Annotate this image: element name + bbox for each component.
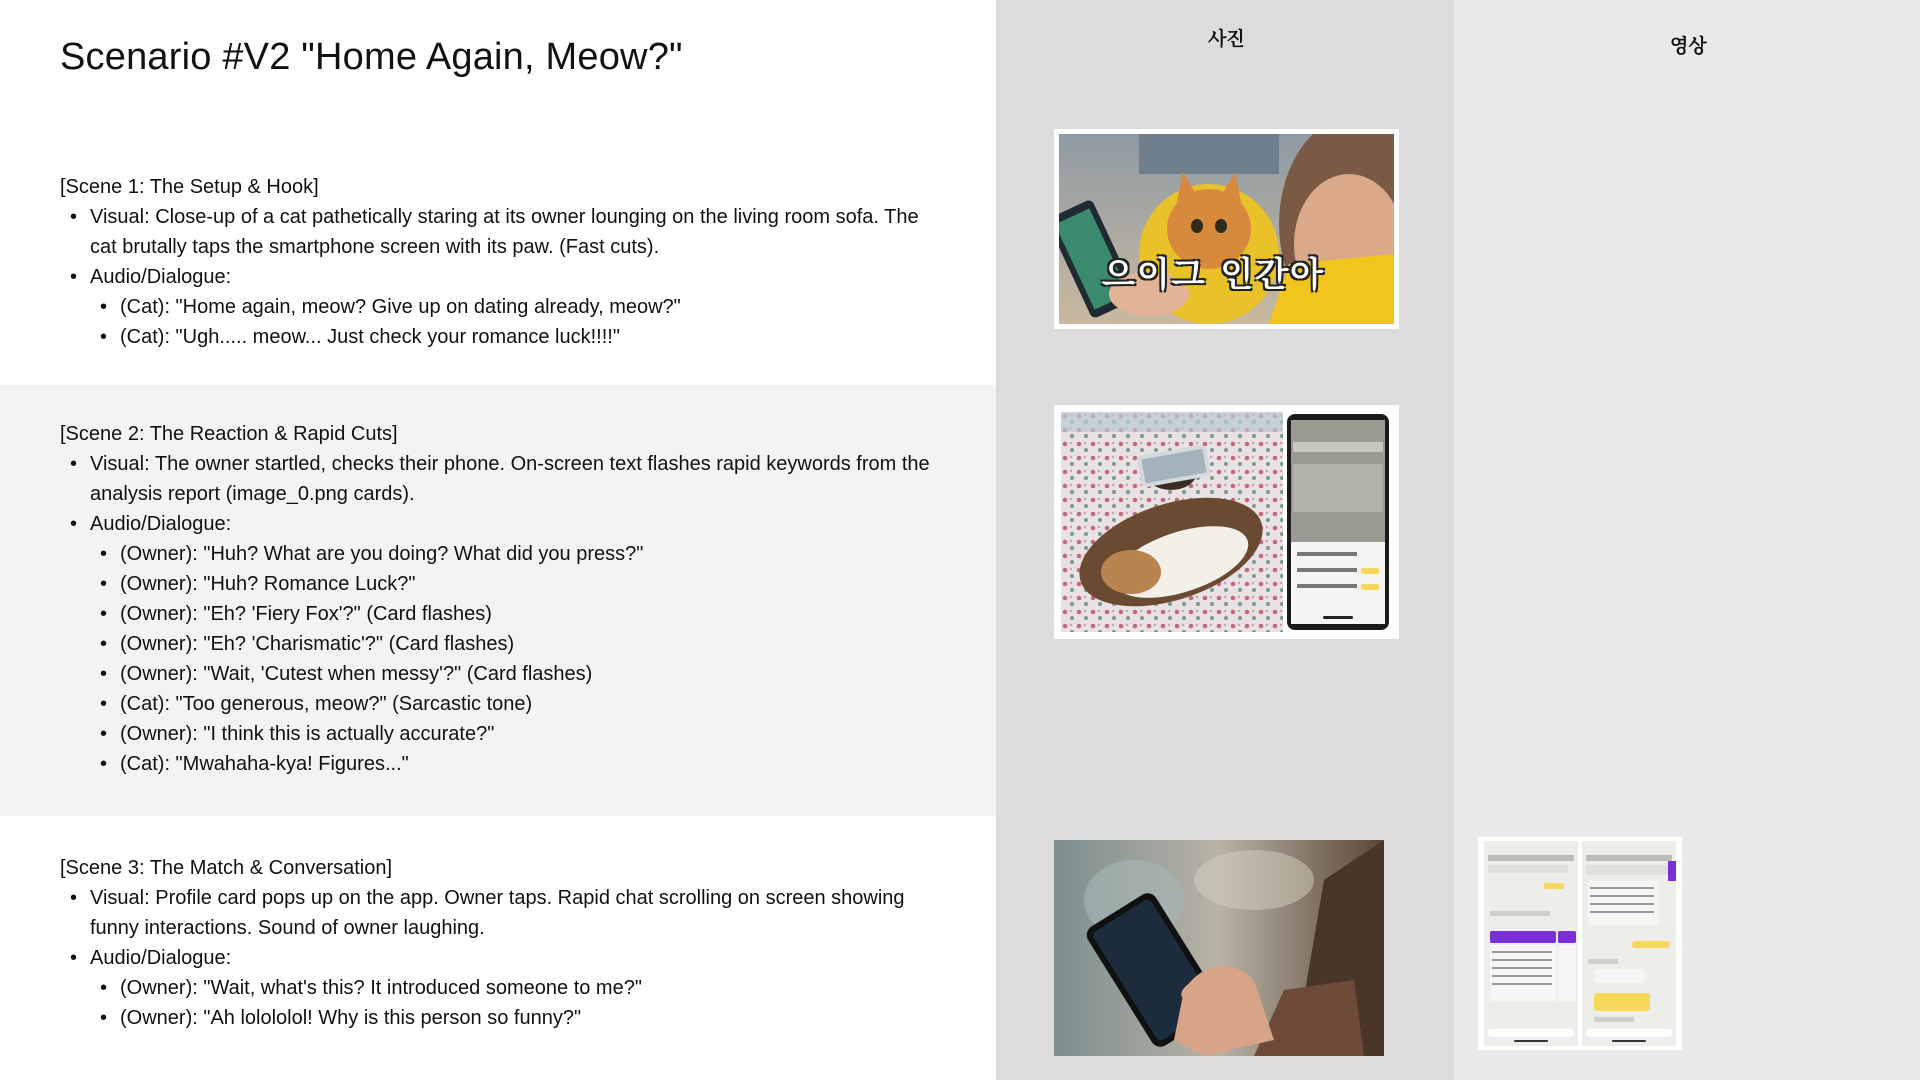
dialogue-line: • (Owner): "Huh? Romance Luck?" bbox=[60, 569, 940, 599]
scene-3-video[interactable] bbox=[1478, 837, 1682, 1050]
visual-description: • Visual: Close-up of a cat pathetically staring at its owner lounging on the living room sofa. The cat brutally taps the smartphone screen with its paw. (Fast cuts). bbox=[60, 202, 940, 262]
scene-3-photo[interactable] bbox=[1054, 840, 1384, 1056]
dialogue-line: • (Owner): "Eh? 'Fiery Fox'?" (Card flashes) bbox=[60, 599, 940, 629]
audio-label: • Audio/Dialogue: bbox=[60, 943, 940, 973]
audio-label: • Audio/Dialogue: bbox=[60, 509, 940, 539]
scene-1 bbox=[60, 172, 940, 352]
photo-column-header: 사진 bbox=[1208, 28, 1245, 50]
hand-phone-image bbox=[1054, 840, 1384, 1056]
dialogue-line: • (Cat): "Too generous, meow?" (Sarcastic tone) bbox=[60, 689, 940, 719]
dialogue-line: • (Cat): "Home again, meow? Give up on dating already, meow?" bbox=[60, 292, 940, 322]
dialogue-line: • (Cat): "Ugh..... meow... Just check your romance luck!!!!" bbox=[60, 322, 940, 352]
scene-1-photo[interactable] bbox=[1054, 129, 1399, 329]
dialogue-line: • (Owner): "Ah lolololol! Why is this person so funny?" bbox=[60, 1003, 940, 1033]
visual-description: • Visual: The owner startled, checks their phone. On-screen text flashes rapid keywords from the analysis report (image_0.png cards). bbox=[60, 449, 940, 509]
video-column-header: 영상 bbox=[1670, 35, 1707, 57]
scene-3 bbox=[60, 853, 940, 1033]
page-title: Scenario #V2 "Home Again, Meow?" bbox=[60, 36, 683, 78]
audio-label: • Audio/Dialogue: bbox=[60, 262, 940, 292]
dialogue-line: • (Cat): "Mwahaha-kya! Figures..." bbox=[60, 749, 940, 779]
scene-heading: [Scene 1: The Setup & Hook] bbox=[60, 176, 319, 198]
scene-heading: [Scene 3: The Match & Conversation] bbox=[60, 857, 393, 879]
cat-bed-phone-image bbox=[1061, 412, 1392, 632]
dialogue-line: • (Owner): "Huh? What are you doing? What did you press?" bbox=[60, 539, 940, 569]
chat-screens-image bbox=[1482, 841, 1678, 1046]
dialogue-line: • (Owner): "Eh? 'Charismatic'?" (Card flashes) bbox=[60, 629, 940, 659]
dialogue-line: • (Owner): "Wait, 'Cutest when messy'?" (Card flashes) bbox=[60, 659, 940, 689]
scene-2-photo[interactable] bbox=[1054, 405, 1399, 639]
scene-heading: [Scene 2: The Reaction & Rapid Cuts] bbox=[60, 423, 398, 445]
scene-2 bbox=[60, 419, 940, 779]
dialogue-line: • (Owner): "Wait, what's this? It introduced someone to me?" bbox=[60, 973, 940, 1003]
visual-description: • Visual: Profile card pops up on the app. Owner taps. Rapid chat scrolling on screen showing funny interactions. Sound of owner laughing. bbox=[60, 883, 940, 943]
dialogue-line: • (Owner): "I think this is actually accurate?" bbox=[60, 719, 940, 749]
korean-caption: 으이그 인간아 bbox=[1102, 255, 1325, 295]
